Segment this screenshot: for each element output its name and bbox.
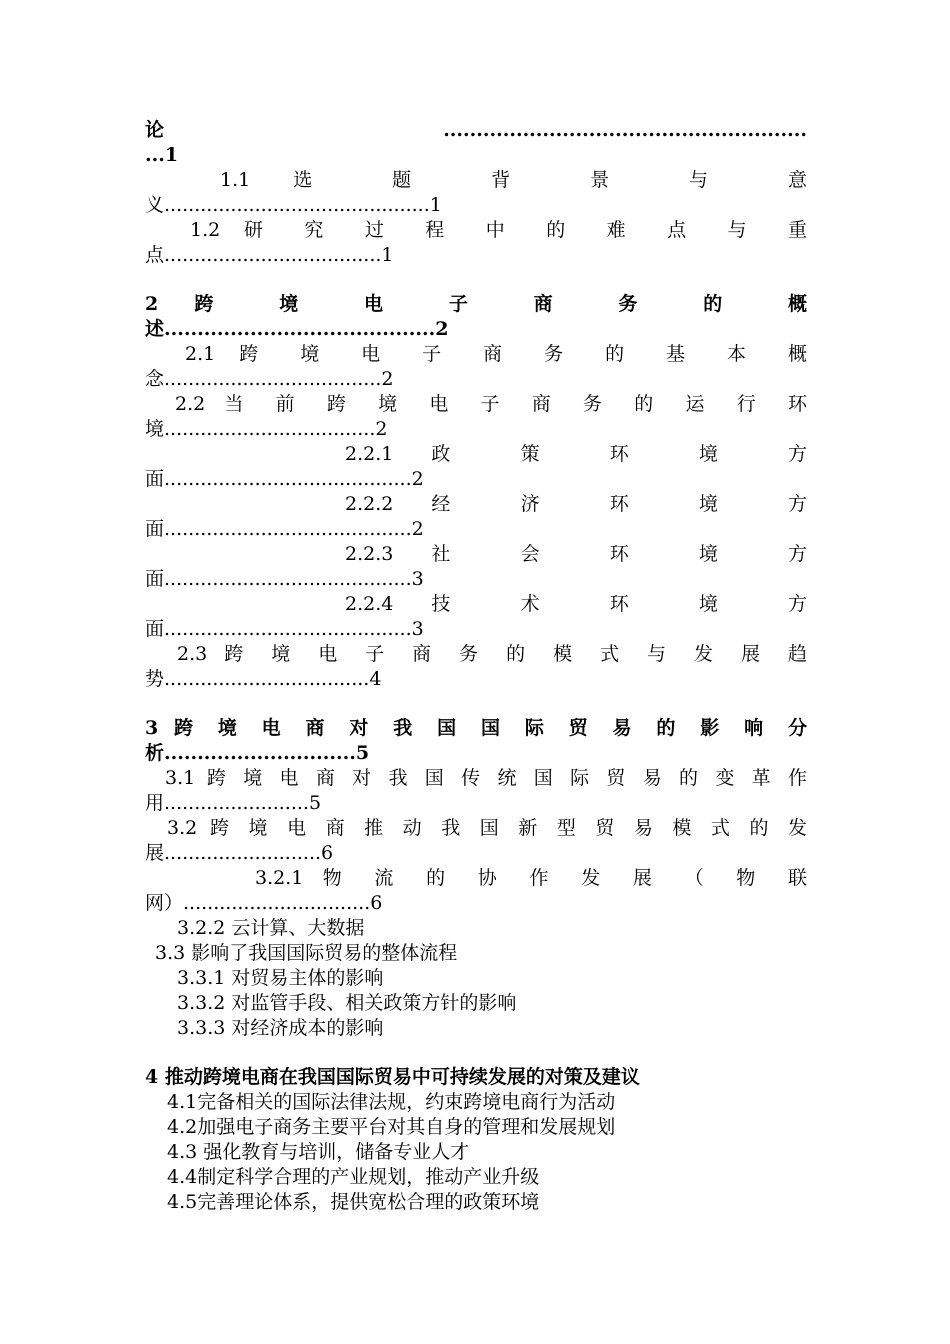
- toc-line: 点....................................1: [145, 244, 394, 266]
- toc-line: 2.2.3 社 会 环 境 方: [345, 543, 807, 565]
- toc-section-2-2-3[interactable]: [145, 542, 807, 592]
- toc-section-2-2-4[interactable]: [145, 592, 807, 642]
- toc-section-4-3[interactable]: 4.3 强化教育与培训，储备专业人才: [167, 1141, 470, 1163]
- toc-line: 义............................................1: [145, 194, 442, 216]
- toc-section-2-1[interactable]: [145, 342, 807, 392]
- toc-section-3-2-2[interactable]: 3.2.2 云计算、大数据: [177, 917, 365, 939]
- toc-line: 面.........................................2: [145, 518, 424, 540]
- toc-line: 面.........................................2: [145, 468, 424, 490]
- toc-section-3-3-3[interactable]: 3.3.3 对经济成本的影响: [177, 1017, 384, 1039]
- toc-section-2-2[interactable]: [145, 392, 807, 442]
- toc-line: 3.2.1 物 流 的 协 作 发 展 （ 物 联: [255, 867, 807, 889]
- toc-chapter-2[interactable]: [145, 292, 807, 342]
- toc-section-3-3-2[interactable]: 3.3.2 对监管手段、相关政策方针的影响: [177, 992, 517, 1014]
- toc-line: 境...................................2: [145, 418, 388, 440]
- toc-line: 3 跨 境 电 商 对 我 国 国 际 贸 易 的 影 响 分: [145, 717, 807, 739]
- toc-section-4-1[interactable]: 4.1完备相关的国际法律法规，约束跨境电商行为活动: [167, 1091, 616, 1113]
- toc-line: 论.......................................................: [145, 119, 807, 141]
- toc-section-2-3[interactable]: [145, 642, 807, 692]
- toc-line: 2.1 跨 境 电 子 商 务 的 基 本 概: [185, 343, 807, 365]
- toc-line: 网）...............................6: [145, 892, 383, 914]
- toc-line: 述.........................................2: [145, 318, 449, 340]
- toc-line: 3.1 跨 境 电 商 对 我 国 传 统 国 际 贸 易 的 变 革 作: [165, 767, 807, 789]
- toc-line: 1.2 研 究 过 程 中 的 难 点 与 重: [190, 219, 807, 241]
- toc-line: 析.............................5: [145, 742, 370, 764]
- toc-line: 2.3 跨 境 电 子 商 务 的 模 式 与 发 展 趋: [177, 643, 807, 665]
- toc-line: 2.2.2 经 济 环 境 方: [345, 493, 807, 515]
- toc-line: 展..........................6: [145, 842, 334, 864]
- toc-section-1-2[interactable]: [145, 218, 807, 268]
- toc-chapter-1[interactable]: [145, 118, 807, 168]
- table-of-contents: [145, 118, 807, 1215]
- toc-section-4-4[interactable]: 4.4制定科学合理的产业规划，推动产业升级: [167, 1166, 540, 1188]
- toc-chapter-4[interactable]: 4 推动跨境电商在我国国际贸易中可持续发展的对策及建议: [145, 1066, 640, 1088]
- toc-line: 用........................5: [145, 792, 322, 814]
- toc-line: 念....................................2: [145, 368, 394, 390]
- toc-section-3-2-1[interactable]: [145, 866, 807, 916]
- toc-line: 面.........................................3: [145, 618, 424, 640]
- toc-section-3-3-1[interactable]: 3.3.1 对贸易主体的影响: [177, 967, 384, 989]
- toc-section-4-5[interactable]: 4.5完善理论体系，提供宽松合理的政策环境: [167, 1191, 540, 1213]
- toc-line: 2.2 当 前 跨 境 电 子 商 务 的 运 行 环: [175, 393, 807, 415]
- toc-section-3-2[interactable]: [145, 816, 807, 866]
- toc-line: 面.........................................3: [145, 568, 424, 590]
- toc-section-4-2[interactable]: 4.2加强电子商务主要平台对其自身的管理和发展规划: [167, 1116, 616, 1138]
- toc-section-3-1[interactable]: [145, 766, 807, 816]
- toc-section-2-2-1[interactable]: [145, 442, 807, 492]
- toc-line: 2.2.1 政 策 环 境 方: [345, 443, 807, 465]
- toc-line: ...1: [145, 144, 179, 166]
- toc-line: 3.2 跨 境 电 商 推 动 我 国 新 型 贸 易 模 式 的 发: [167, 817, 807, 839]
- toc-section-3-3[interactable]: 3.3 影响了我国国际贸易的整体流程: [155, 942, 458, 964]
- toc-line: 1.1 选 题 背 景 与 意: [220, 169, 807, 191]
- toc-section-2-2-2[interactable]: [145, 492, 807, 542]
- toc-line: 势..................................4: [145, 668, 382, 690]
- toc-line: 2.2.4 技 术 环 境 方: [345, 593, 807, 615]
- toc-line: 2 跨 境 电 子 商 务 的 概: [145, 293, 807, 315]
- toc-chapter-3[interactable]: [145, 716, 807, 766]
- toc-section-1-1[interactable]: [145, 168, 807, 218]
